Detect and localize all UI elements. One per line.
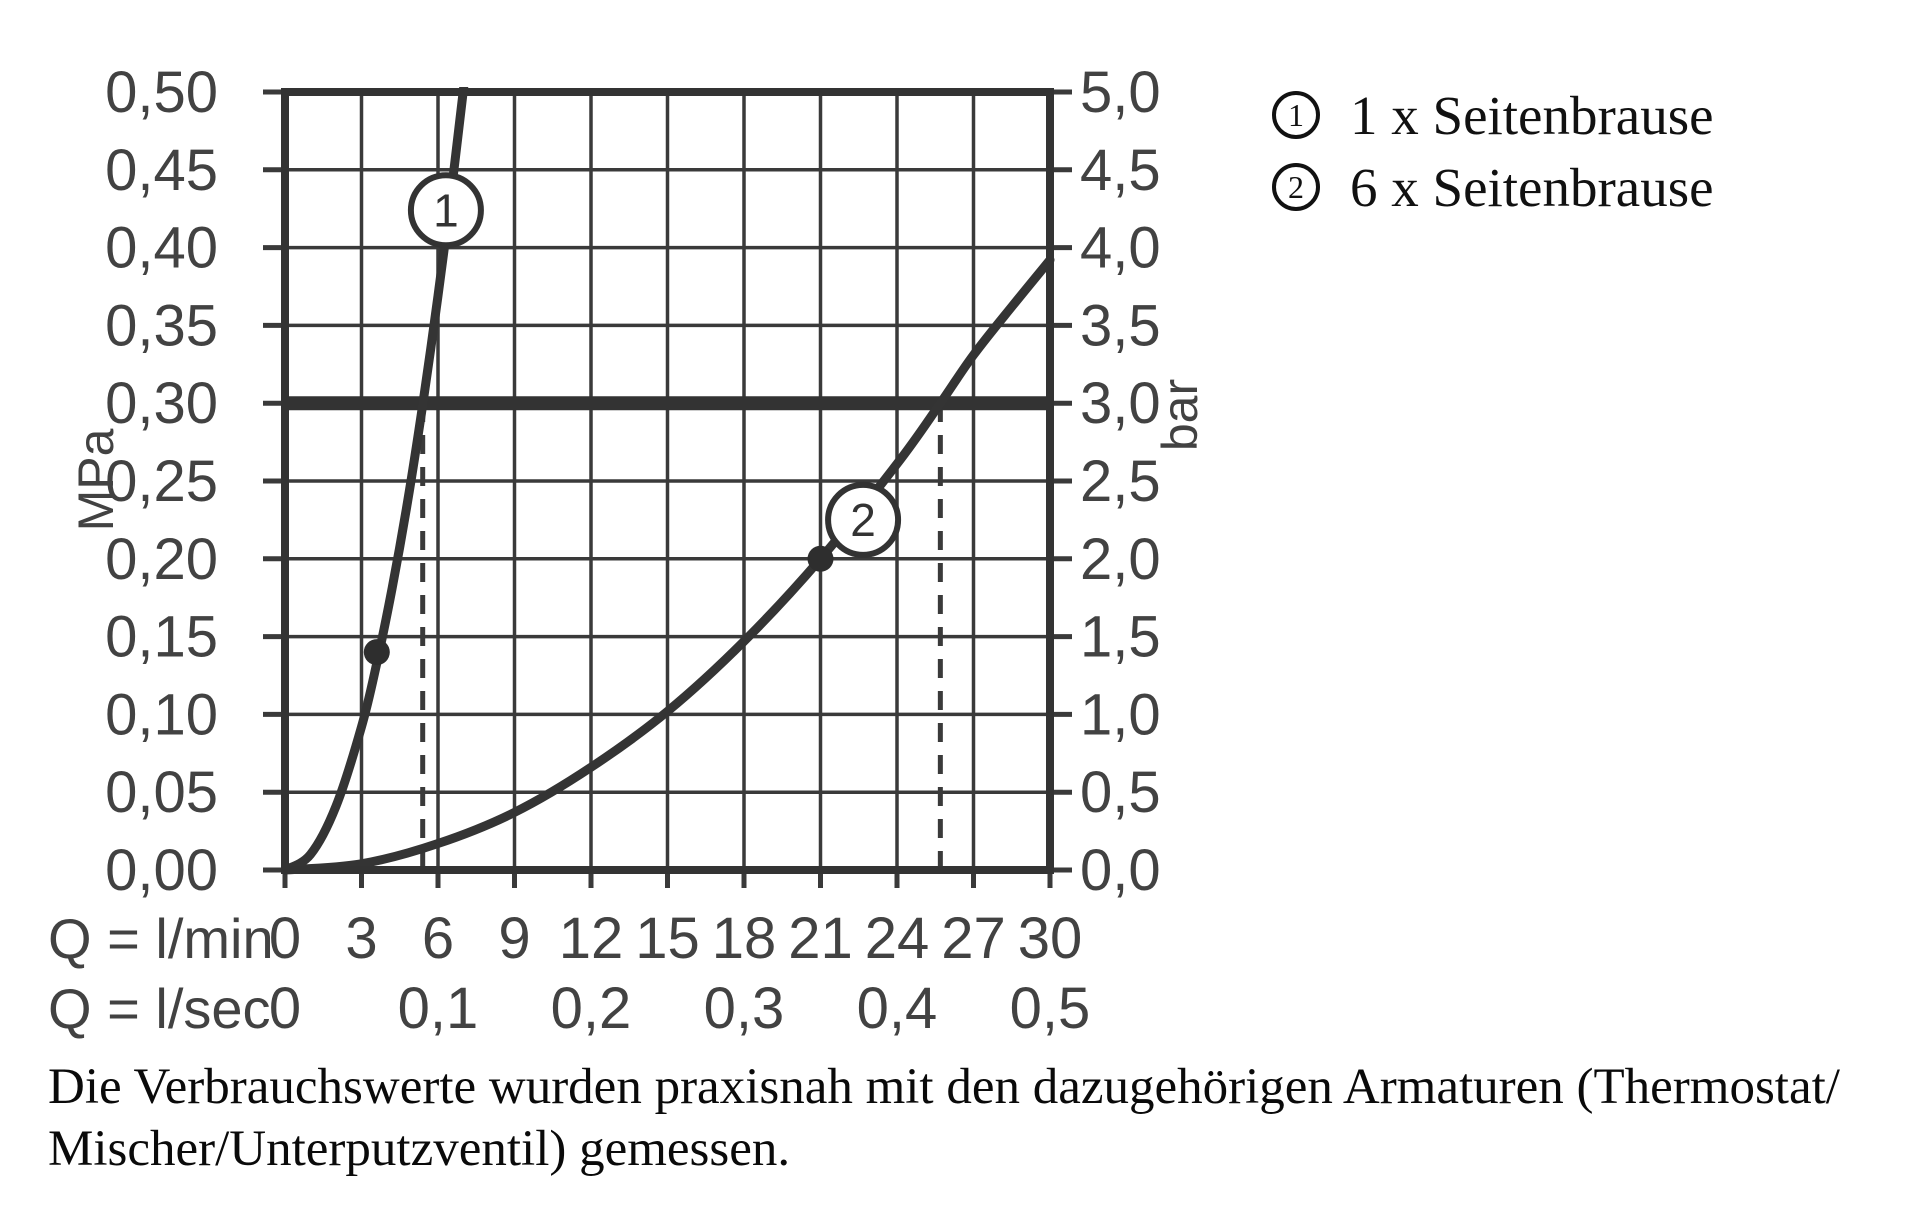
svg-text:0,4: 0,4 <box>856 976 938 1041</box>
svg-text:0,35: 0,35 <box>105 293 218 359</box>
svg-text:24: 24 <box>864 906 930 971</box>
svg-text:Q = l/min: Q = l/min <box>48 907 274 970</box>
legend-label-2: 6 x Seitenbrause <box>1350 156 1714 218</box>
svg-text:0: 0 <box>268 906 302 971</box>
x-axis-lsec-labels <box>269 976 1090 1041</box>
svg-text:0,40: 0,40 <box>105 215 218 281</box>
svg-text:0,3: 0,3 <box>703 976 785 1041</box>
svg-text:21: 21 <box>788 906 853 971</box>
svg-text:0,00: 0,00 <box>105 838 218 903</box>
svg-text:MPa: MPa <box>68 428 124 532</box>
svg-text:0,30: 0,30 <box>105 371 218 437</box>
svg-text:15: 15 <box>635 906 700 971</box>
svg-text:0,15: 0,15 <box>105 604 218 670</box>
svg-text:0: 0 <box>268 976 302 1041</box>
svg-text:1,5: 1,5 <box>1080 604 1161 670</box>
legend-label-1: 1 x Seitenbrause <box>1350 84 1714 146</box>
svg-text:bar: bar <box>1152 378 1208 452</box>
footnote-line-1: Die Verbrauchswerte wurden praxisnah mit den dazugehörigen Armaturen (Thermostat/ <box>48 1059 1840 1115</box>
svg-text:0,05: 0,05 <box>105 760 218 826</box>
svg-text:2: 2 <box>850 493 876 546</box>
svg-text:9: 9 <box>498 906 531 971</box>
svg-text:3,5: 3,5 <box>1080 293 1161 359</box>
svg-text:5,0: 5,0 <box>1080 60 1161 125</box>
svg-text:Q = l/sec: Q = l/sec <box>48 977 271 1040</box>
svg-text:1: 1 <box>433 184 459 237</box>
svg-text:0,1: 0,1 <box>397 976 479 1041</box>
legend-item-2 <box>1272 156 1714 218</box>
plot-grid <box>285 92 1050 870</box>
legend-item-1 <box>1272 84 1714 146</box>
svg-text:2,5: 2,5 <box>1080 449 1161 514</box>
svg-text:18: 18 <box>711 906 777 971</box>
legend-symbol-2-icon: 2 <box>1272 163 1320 211</box>
x-axis-lmin-labels <box>269 906 1082 971</box>
operating-points <box>364 546 834 665</box>
svg-text:0,25: 0,25 <box>105 449 218 514</box>
svg-text:3: 3 <box>345 906 378 971</box>
curve-markers <box>411 175 898 555</box>
legend-symbol-1-icon: 1 <box>1272 91 1320 139</box>
svg-text:1,0: 1,0 <box>1080 682 1161 748</box>
y-axis-right-labels <box>1080 60 1161 903</box>
svg-text:3,0: 3,0 <box>1080 371 1161 437</box>
svg-text:0,2: 0,2 <box>550 976 632 1041</box>
legend <box>1272 84 1714 218</box>
svg-text:0,45: 0,45 <box>105 137 218 203</box>
svg-text:6: 6 <box>421 906 455 971</box>
x-axis-prefix-labels <box>48 907 274 1040</box>
svg-text:27: 27 <box>941 906 1006 971</box>
svg-text:4,5: 4,5 <box>1080 137 1161 203</box>
svg-text:4,0: 4,0 <box>1080 215 1161 281</box>
svg-text:0,5: 0,5 <box>1009 976 1091 1041</box>
svg-text:0,50: 0,50 <box>105 60 218 125</box>
svg-text:12: 12 <box>558 906 624 971</box>
svg-text:0,0: 0,0 <box>1080 838 1161 903</box>
svg-text:0,5: 0,5 <box>1080 760 1161 826</box>
svg-text:2,0: 2,0 <box>1080 526 1161 592</box>
svg-text:0,10: 0,10 <box>105 682 218 748</box>
footnote-line-2: Mischer/Unterputzventil) gemessen. <box>48 1121 791 1177</box>
footnote <box>48 1056 1840 1180</box>
svg-text:0,20: 0,20 <box>105 526 218 592</box>
svg-text:30: 30 <box>1017 906 1083 971</box>
